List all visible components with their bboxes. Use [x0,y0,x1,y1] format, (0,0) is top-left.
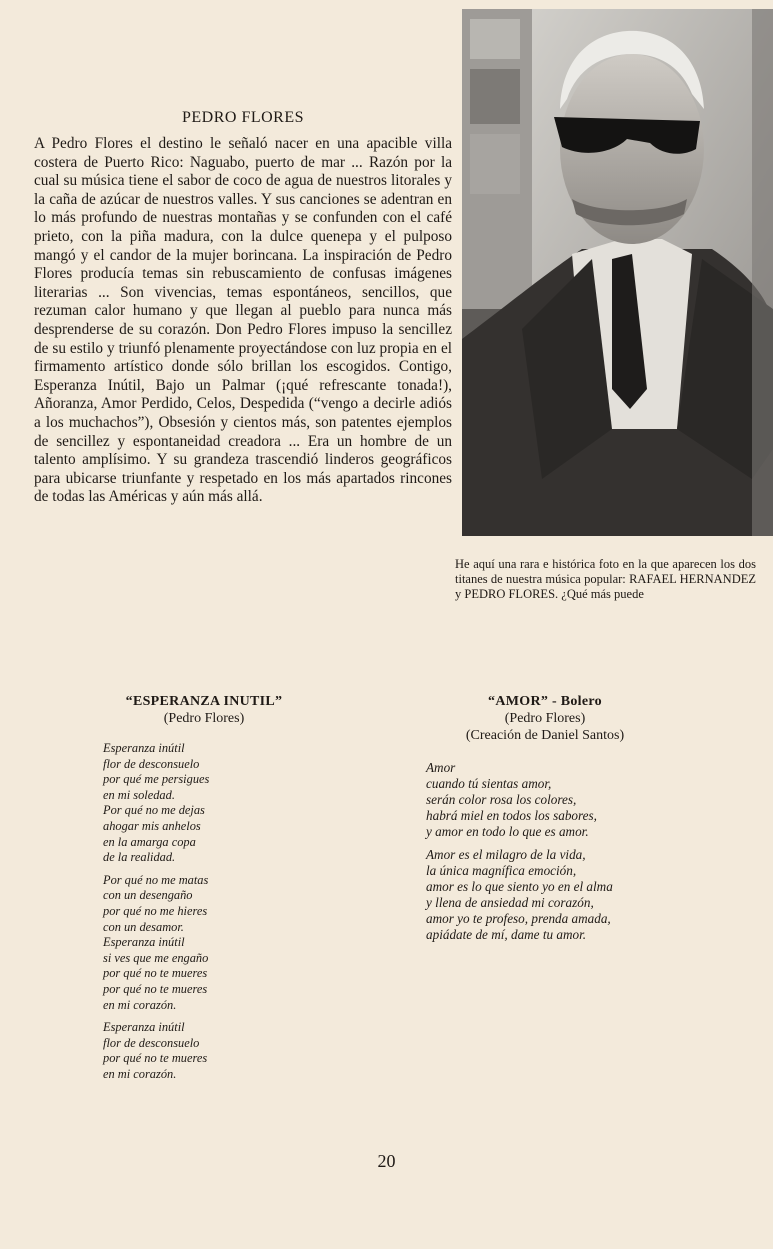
lyric-line: Amor [426,760,456,775]
lyric-line: Por qué no me matas [103,872,209,887]
lyric-line: en mi soledad. [103,787,175,802]
lyric-line: con un desamor. [103,919,184,934]
lyrics-esperanza [103,741,303,1089]
lyric-line: por qué no me hieres [103,903,208,918]
lyric-line: flor de desconsuelo [103,756,200,771]
lyric-line: apiádate de mí, dame tu amor. [426,927,587,942]
lyric-line: Esperanza inútil [103,935,185,950]
song-credit: (Creación de Daniel Santos) [465,728,625,743]
song-header-amor [420,693,670,744]
stanza [426,760,696,840]
historic-photo [462,9,773,536]
stanza [103,873,303,1013]
lyric-line: por qué no te mueres [103,966,208,981]
song-title: “ESPERANZA INUTIL” [125,694,283,709]
stanza [103,1020,303,1082]
lyric-line: Amor es el milagro de la vida, [426,847,586,862]
song-author: (Pedro Flores) [504,711,586,726]
article-title: PEDRO FLORES [181,109,305,126]
lyric-line: Esperanza inútil [103,1020,185,1035]
lyric-line: cuando tú sientas amor, [426,776,552,791]
lyric-line: la única magnífica emoción, [426,863,577,878]
song-header-esperanza [98,693,310,727]
stanza [426,847,696,943]
lyric-line: Esperanza inútil [103,741,185,755]
lyric-line: y llena de ansiedad mi corazón, [426,895,594,910]
lyric-line: en mi corazón. [103,1066,177,1081]
stanza [103,741,303,866]
page-number: 20 [377,1151,396,1171]
lyric-line: flor de desconsuelo [103,1035,200,1050]
lyric-line: Por qué no me dejas [103,803,205,818]
lyric-line: en mi corazón. [103,997,177,1012]
lyric-line: por qué no te mueres [103,981,208,996]
lyric-line: en la amarga copa [103,834,196,849]
lyrics-amor [426,760,696,950]
lyric-line: con un desengaño [103,888,193,903]
lyric-line: amor es lo que siento yo en el alma [426,879,613,894]
lyric-line: amor yo te profeso, prenda amada, [426,911,611,926]
lyric-line: serán color rosa los colores, [426,792,577,807]
lyric-line: si ves que me engaño [103,950,209,965]
photo-caption: He aquí una rara e histórica foto en la que aparecen los dos titanes de nuestra música popular: RAFAEL HERNANDEZ y PEDRO FLORES. ¿Qué más puede [455,557,756,601]
lyric-line: de la realidad. [103,850,176,865]
song-author: (Pedro Flores) [163,711,245,726]
lyric-line: y amor en todo lo que es amor. [426,824,589,839]
lyric-line: habrá miel en todos los sabores, [426,808,597,823]
song-title: “AMOR” - Bolero [488,694,602,709]
photo-portrait-illustration [462,9,773,536]
lyric-line: ahogar mis anhelos [103,818,201,833]
lyric-line: por qué no te mueres [103,1051,208,1066]
lyric-line: por qué me persigues [103,772,210,787]
article-body: A Pedro Flores el destino le señaló nacer en una apacible villa costera de Puerto Rico: Naguabo, puerto de mar ... Razón por la cual su música tiene el sabor de coco de agua de nuestros litorales y la caña de azúcar de nuestros valles. Y sus canciones se adentran en lo más profundo de nuestras montañas y se confunden con el café prieto, con la piña madura, con la dulce quenepa y el pulposo mangó y el candor de la mujer borincana. La inspiración de Pedro Flores producía temas sin rebuscamiento de confusas imágenes literarias ... Son vivencias, temas espontáneos, sencillos, que rezuman calor humano y que llegan al pueblo para nunca más desprenderse de su corazón. Don Pedro Flores impuso la sencillez de su estilo y triunfó plenamente proyectándose con luz propia en el firmamento artístico donde sólo brillan los escogidos. Contigo, Esperanza Inútil, Bajo un Palmar (¡qué refrescante tonada!), Añoranza, Amor Perdido, Celos, Despedida (“vengo a decirle adiós a los muchachos”), Obsesión y cientos más, son patentes ejemplos de sencillez y espontaneidad creadora ... Era un hombre de un talento amplísimo. Y su grandeza trascendió linderos geográficos para ubicarse triunfante y respetado en los más apartados rincones de todas las Américas y aún más allá. [34,135,452,506]
